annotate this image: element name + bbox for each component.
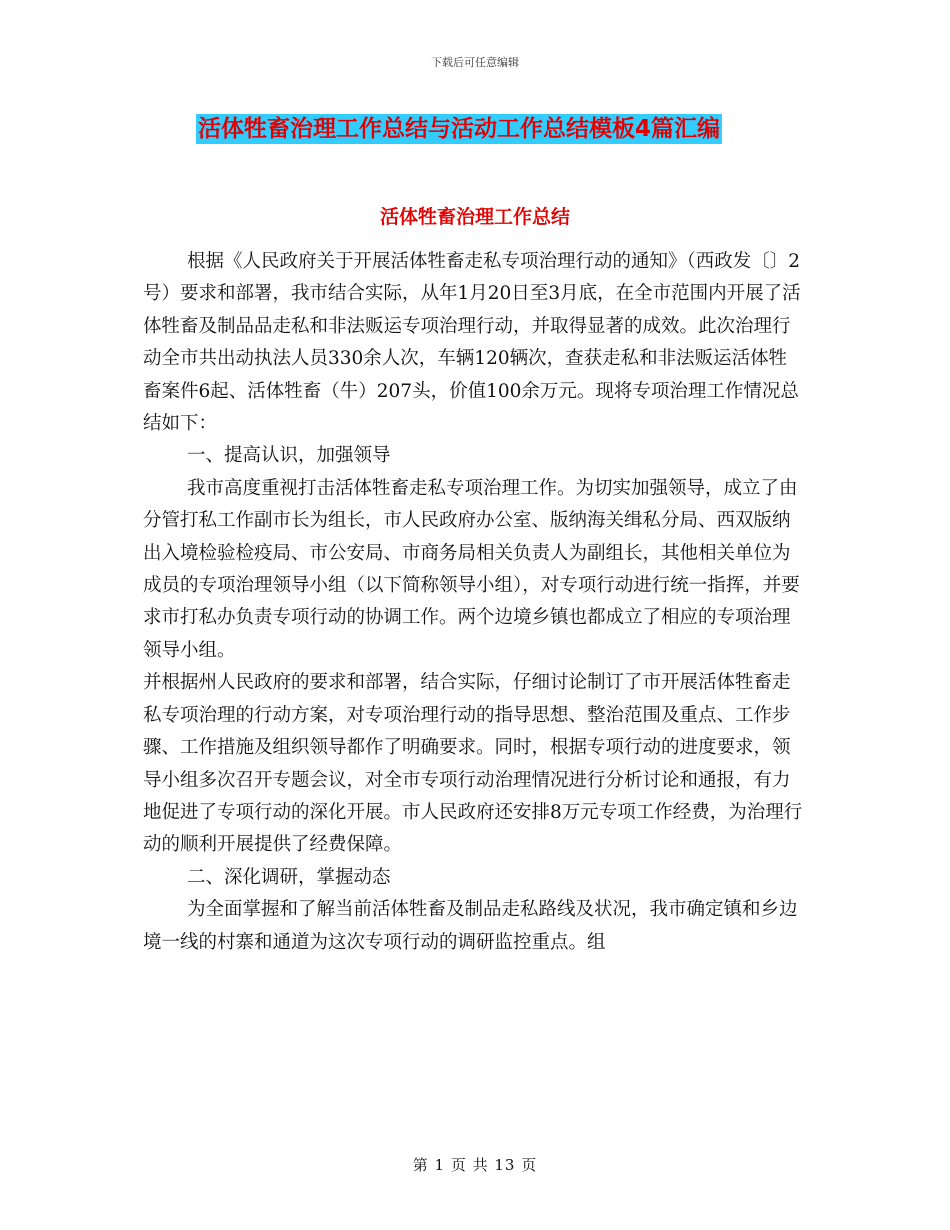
paragraph-section-2: 为全面掌握和了解当前活体牲畜及制品走私路线及状况，我市确定镇和乡边境一线的村寨和通道为这次专项行动的调研监控重点。组 [143,899,798,953]
document-body [143,246,805,959]
page-footer: 第 1 页 共 13 页 [412,1156,538,1174]
section-title: 活体牲畜治理工作总结 [379,206,570,228]
heading-section-1: 一、提高认识，加强领导 [187,445,391,467]
paragraph-intro: 根据《人民政府关于开展活体牲畜走私专项治理行动的通知》（西政发〔〕2号）要求和部署，我市结合实际，从年1月20日至3月底，在全市范围内开展了活体牲畜及制品品走私和非法贩运专项治理行动，并取得显著的成效。此次治理行动全市共出动执法人员330余人次，车辆120辆次，查获走私和非法贩运活体牲畜案件6起、活体牲畜（牛）207头，价值100余万元。现将专项治理工作情况总结如下： [143,251,801,435]
paragraph-section-1: 我市高度重视打击活体牲畜走私专项治理工作。为切实加强领导，成立了由分管打私工作副市长为组长，市人民政府办公室、版纳海关缉私分局、西双版纳出入境检验检疫局、市公安局、市商务局相关负责人为副组长，其他相关单位为成员的专项治理领导小组（以下简称领导小组），对专项行动进行统一指挥，并要求市打私办负责专项行动的协调工作。两个边境乡镇也都成立了相应的专项治理领导小组。 [143,477,800,661]
header-note: 下载后可任意编辑 [431,56,519,69]
paragraph-section-1-cont: 并根据州人民政府的要求和部署，结合实际，仔细讨论制订了市开展活体牲畜走私专项治理的行动方案，对专项治理行动的指导思想、整治范围及重点、工作步骤、工作措施及组织领导都作了明确要求。同时，根据专项行动的进度要求，领导小组多次召开专题会议，对全市专项行动治理情况进行分析讨论和通报，有力地促进了专项行动的深化开展。市人民政府还安排8万元专项工作经费，为治理行动的顺利开展提供了经费保障。 [143,672,803,856]
heading-section-2: 二、深化调研，掌握动态 [187,866,391,888]
document-title: 活体牲畜治理工作总结与活动工作总结模板4篇汇编 [198,116,721,142]
